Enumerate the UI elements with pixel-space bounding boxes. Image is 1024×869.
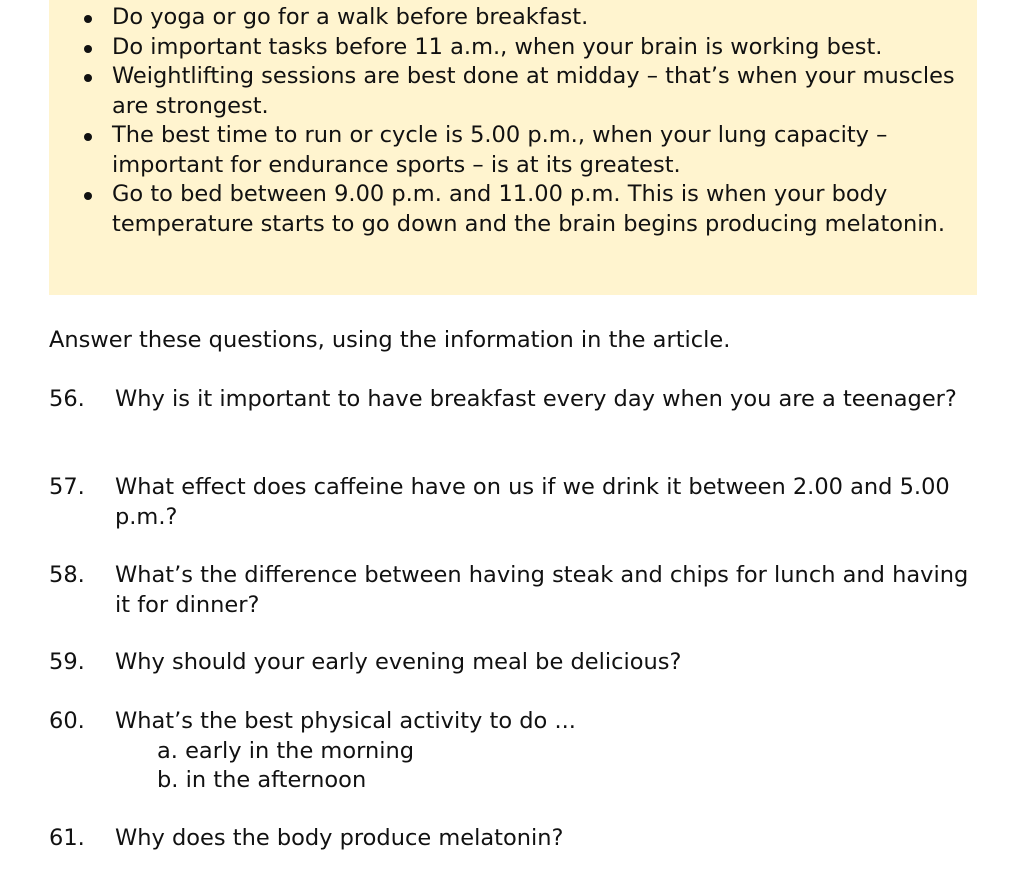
sub-item-b: b. in the afternoon: [157, 767, 367, 793]
question-56: [49, 385, 969, 415]
question-number: 58.: [49, 562, 85, 588]
bullet-icon: [84, 45, 92, 53]
tip-item: Do important tasks before 11 a.m., when your brain is working best.: [112, 33, 962, 63]
question-text: What’s the best physical activity to do ...: [115, 708, 576, 734]
question-text: Why does the body produce melatonin?: [115, 825, 564, 851]
bullet-icon: [84, 192, 92, 200]
tip-item: The best time to run or cycle is 5.00 p.m., when your lung capacity – important for endurance sports – is at its greatest.: [112, 121, 962, 180]
question-number: 57.: [49, 474, 85, 500]
question-59: [49, 648, 969, 678]
question-number: 56.: [49, 386, 85, 412]
question-number: 61.: [49, 825, 85, 851]
question-text: What’s the difference between having steak and chips for lunch and having it for dinner?: [115, 562, 969, 618]
question-number: 60.: [49, 708, 85, 734]
question-number: 59.: [49, 649, 85, 675]
question-60: [49, 707, 969, 796]
question-text: Why is it important to have breakfast every day when you are a teenager?: [115, 386, 957, 412]
tip-item: Weightlifting sessions are best done at midday – that’s when your muscles are strongest.: [112, 62, 962, 121]
question-61: [49, 824, 969, 854]
instructions: Answer these questions, using the information in the article.: [49, 327, 731, 353]
tips-list: [112, 3, 962, 239]
question-text: What effect does caffeine have on us if we drink it between 2.00 and 5.00 p.m.?: [115, 474, 950, 530]
bullet-icon: [84, 15, 92, 23]
bullet-icon: [84, 133, 92, 141]
bullet-icon: [84, 74, 92, 82]
question-text: Why should your early evening meal be delicious?: [115, 649, 682, 675]
question-58: [49, 561, 969, 620]
tip-item: Do yoga or go for a walk before breakfast.: [112, 3, 962, 33]
sub-item-a: a. early in the morning: [157, 737, 415, 764]
question-57: [49, 473, 969, 532]
tip-item: Go to bed between 9.00 p.m. and 11.00 p.m. This is when your body temperature starts to go down and the brain begins producing melatonin.: [112, 180, 962, 239]
